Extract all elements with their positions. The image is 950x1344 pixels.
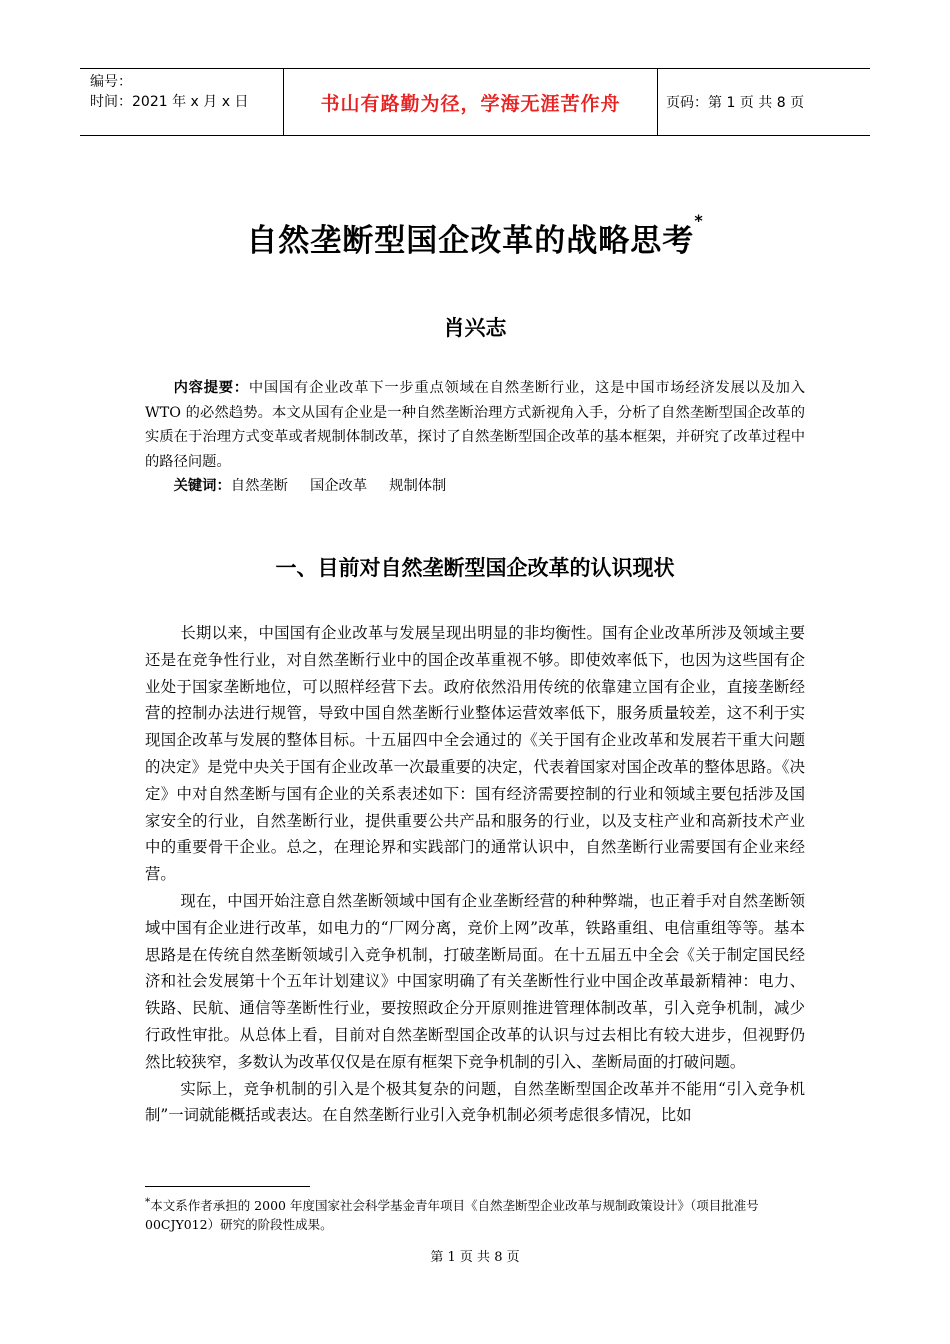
footnote-divider (145, 1186, 310, 1187)
header-date-label: 时间：2021 年 x 月 x 日 (90, 94, 249, 110)
header-number-label: 编号： (90, 74, 132, 90)
body-paragraph: 现在，中国开始注意自然垄断领域中国有企业垄断经营的种种弊端，也正着手对自然垄断领域中国有企业进行改革，如电力的“厂网分离，竞价上网”改革，铁路重组、电信重组等等。基本思路是在传统自然垄断领域引入竞争机制，打破垄断局面。在十五届五中全会《关于制定国民经济和社会发展第十个五年计划建议》中国家明确了有关垄断性行业中国企改革最新精神：电力、铁路、民航、通信等垄断性行业，要按照政企分开原则推进管理体制改革，引入竞争机制，减少行政性审批。从总体上看，目前对自然垄断型国企改革的认识与过去相比有较大进步，但视野仍然比较狭窄，多数认为改革仅仅是在原有框架下竞争机制的引入、垄断局面的打破问题。 (145, 891, 805, 1071)
abstract-block (145, 376, 805, 499)
title-footnote-mark: * (694, 211, 704, 230)
keyword: 自然垄断 (230, 478, 288, 494)
keyword: 国企改革 (309, 478, 368, 494)
keywords-line (145, 474, 805, 499)
body-paragraph: 实际上，竞争机制的引入是个极其复杂的问题，自然垄断型国企改革并不能用“引入竞争机制”一词就能概括或表达。在自然垄断行业引入竞争机制必须考虑很多情况，比如 (145, 1079, 805, 1125)
abstract-paragraph (145, 376, 805, 474)
page-footer: 第 1 页 共 8 页 (430, 1250, 520, 1265)
section-heading: 一、目前对自然垄断型国企改革的认识现状 (275, 556, 675, 580)
footnote-text: 本文系作者承担的 2000 年度国家社会科学基金青年项目《自然垄断型企业改革与规制政策设计》（项目批准号 00CJY012）研究的阶段性成果。 (145, 1198, 759, 1233)
footnote (145, 1193, 810, 1234)
article-title-text: 自然垄断型国企改革的战略思考 (246, 223, 695, 259)
article-title (0, 211, 950, 260)
abstract-text: 中国国有企业改革下一步重点领域在自然垄断行业，这是中国市场经济发展以及加入 WTO 的必然趋势。本文从国有企业是一种自然垄断治理方式新视角入手，分析了自然垄断型国企改革的实质在于治理方式变革或者规制体制改革，探讨了自然垄断型国企改革的基本框架，并研究了改革过程中的路径问题。 (145, 380, 806, 470)
footnote-mark: * (145, 1196, 151, 1208)
page-header (80, 68, 870, 136)
body-paragraph: 长期以来，中国国有企业改革与发展呈现出明显的非均衡性。国有企业改革所涉及领域主要还是在竞争性行业，对自然垄断行业中的国企改革重视不够。即使效率低下，也因为这些国有企业处于国家垄断地位，可以照样经营下去。政府依然沿用传统的依靠建立国有企业，直接垄断经营的控制办法进行规管，导致中国自然垄断行业整体运营效率低下，服务质量较差，这不利于实现国企改革与发展的整体目标。十五届四中全会通过的《关于国有企业改革和发展若干重大问题的决定》是党中央关于国有企业改革一次最重要的决定，代表着国家对国企改革的整体思路。《决定》中对自然垄断与国有企业的关系表述如下：国有经济需要控制的行业和领域主要包括涉及国家安全的行业，自然垄断行业，提供重要公共产品和服务的行业，以及支柱产业和高新技术产业中的重要骨干企业。总之，在理论界和实践部门的通常认识中，自然垄断行业需要国有企业来经营。 (145, 624, 805, 884)
keyword: 规制体制 (389, 478, 447, 494)
header-page-label: 页码：第 1 页 共 8 页 (666, 95, 805, 111)
section-body (145, 620, 805, 1129)
keywords-label: 关键词： (173, 478, 231, 494)
header-motto: 书山有路勤为径，学海无涯苦作舟 (283, 69, 658, 135)
header-meta (80, 69, 283, 135)
article-author: 肖兴志 (443, 316, 507, 340)
abstract-label: 内容提要： (173, 380, 249, 396)
